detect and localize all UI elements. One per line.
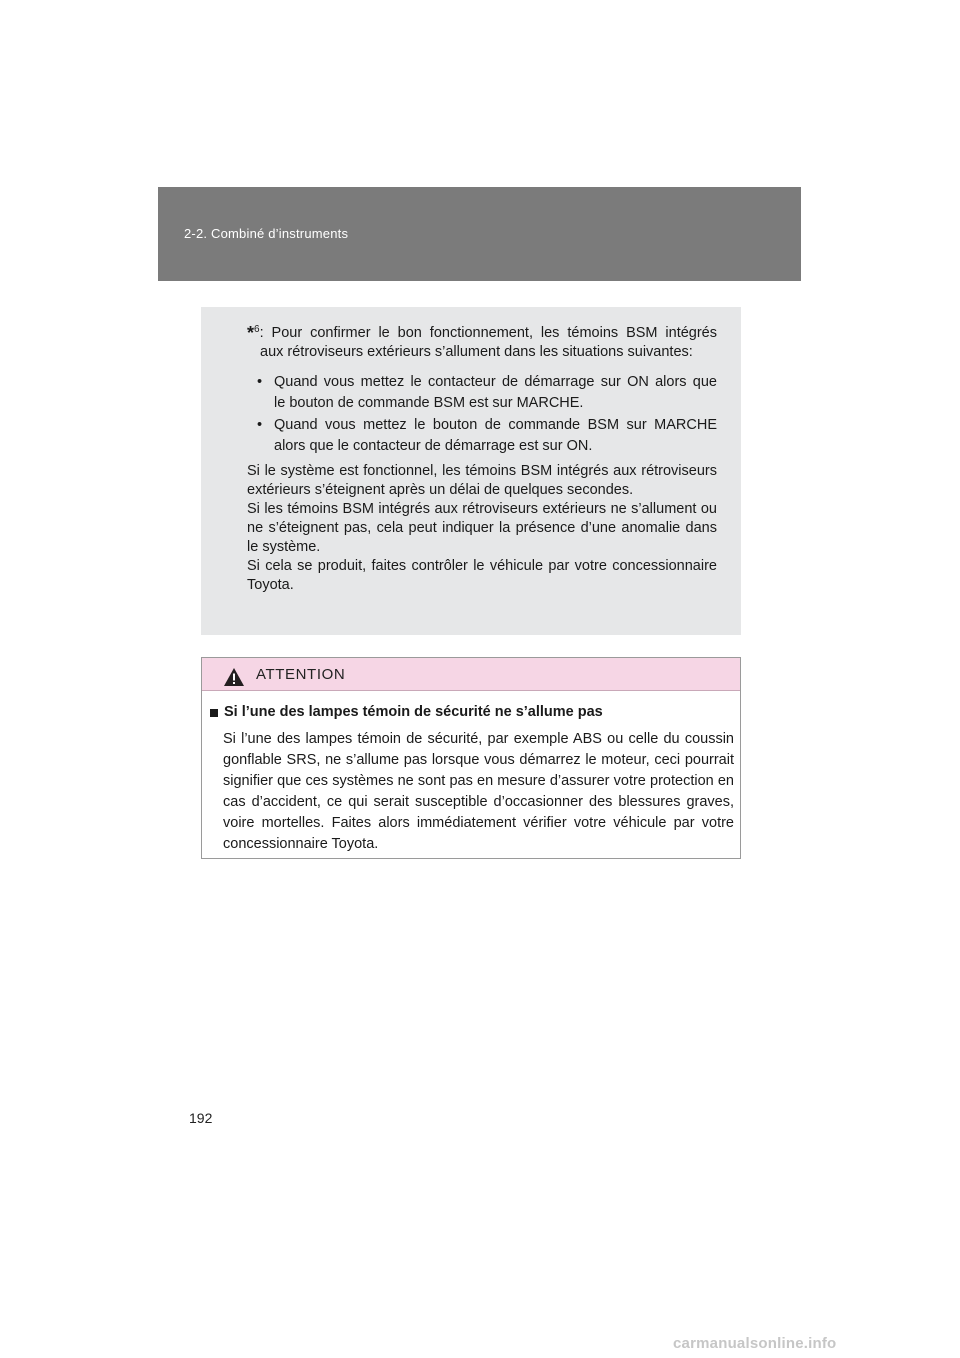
list-item [247, 373, 717, 413]
bullet-text-line2: le bouton de commande BSM est sur MARCHE. [274, 395, 584, 411]
bullet-text-line1: Quand vous mettez le contacteur de démarrage sur ON alors que [274, 374, 717, 390]
footnote-lead-line [247, 320, 717, 343]
bullet-text-line1: Quand vous mettez le bouton de commande BSM sur MARCHE [274, 417, 717, 433]
list-item [247, 416, 717, 456]
footnote-content [247, 320, 717, 595]
bullet-icon: • [257, 374, 263, 390]
section-header-band [158, 187, 801, 281]
footnote-lead-continuation: aux rétroviseurs extérieurs s’allument dans les situations suivantes: [260, 344, 693, 360]
section-title: 2-2. Combiné d’instruments [184, 226, 349, 241]
bullet-text-line2: alors que le contacteur de démarrage est sur ON. [274, 438, 593, 454]
attention-body [210, 702, 734, 855]
page-number: 192 [189, 1110, 213, 1126]
footnote-bullet-list [247, 373, 717, 456]
footnote-paragraph: Si cela se produit, faites contrôler le véhicule par votre concessionnaire Toyota. [247, 558, 717, 593]
footnote-box [201, 307, 741, 635]
warning-triangle-icon [223, 667, 245, 687]
attention-text: Si l’une des lampes témoin de sécurité, par exemple ABS ou celle du coussin gonflable SRS, ne s’allume pas lorsque vous démarrez le moteur, ceci pourrait signifier que ces systèmes ne sont pas en mesure d’assurer votre protection en cas d’accident, ce qui serait susceptible d’occasionner des blessures graves, voire mortelles. Faites alors immédiatement vérifier votre véhicule par votre concessionnaire Toyota. [223, 731, 734, 852]
watermark: carmanualsonline.info [673, 1335, 837, 1352]
square-bullet-icon [210, 709, 218, 717]
attention-heading-text: Si l’une des lampes témoin de sécurité ne s’allume pas [224, 704, 603, 720]
attention-box [201, 657, 741, 859]
attention-title: ATTENTION [256, 666, 346, 683]
bullet-icon: • [257, 417, 263, 433]
footnote-paragraphs [247, 462, 717, 595]
footnote-paragraph: Si les témoins BSM intégrés aux rétroviseurs extérieurs ne s’allument ou ne s’éteignent pas, cela peut indiquer la présence d’une anomalie dans le système. [247, 501, 717, 555]
footnote-number: 6 [254, 324, 260, 335]
footnote-lead-text: : Pour confirmer le bon fonctionnement, les témoins BSM intégrés [259, 325, 717, 341]
footnote-paragraph: Si le système est fonctionnel, les témoins BSM intégrés aux rétroviseurs extérieurs s’éteignent après un délai de quelques secondes. [247, 463, 717, 498]
attention-header [202, 658, 740, 691]
footnote-star: * [247, 323, 255, 343]
attention-heading [210, 702, 734, 723]
